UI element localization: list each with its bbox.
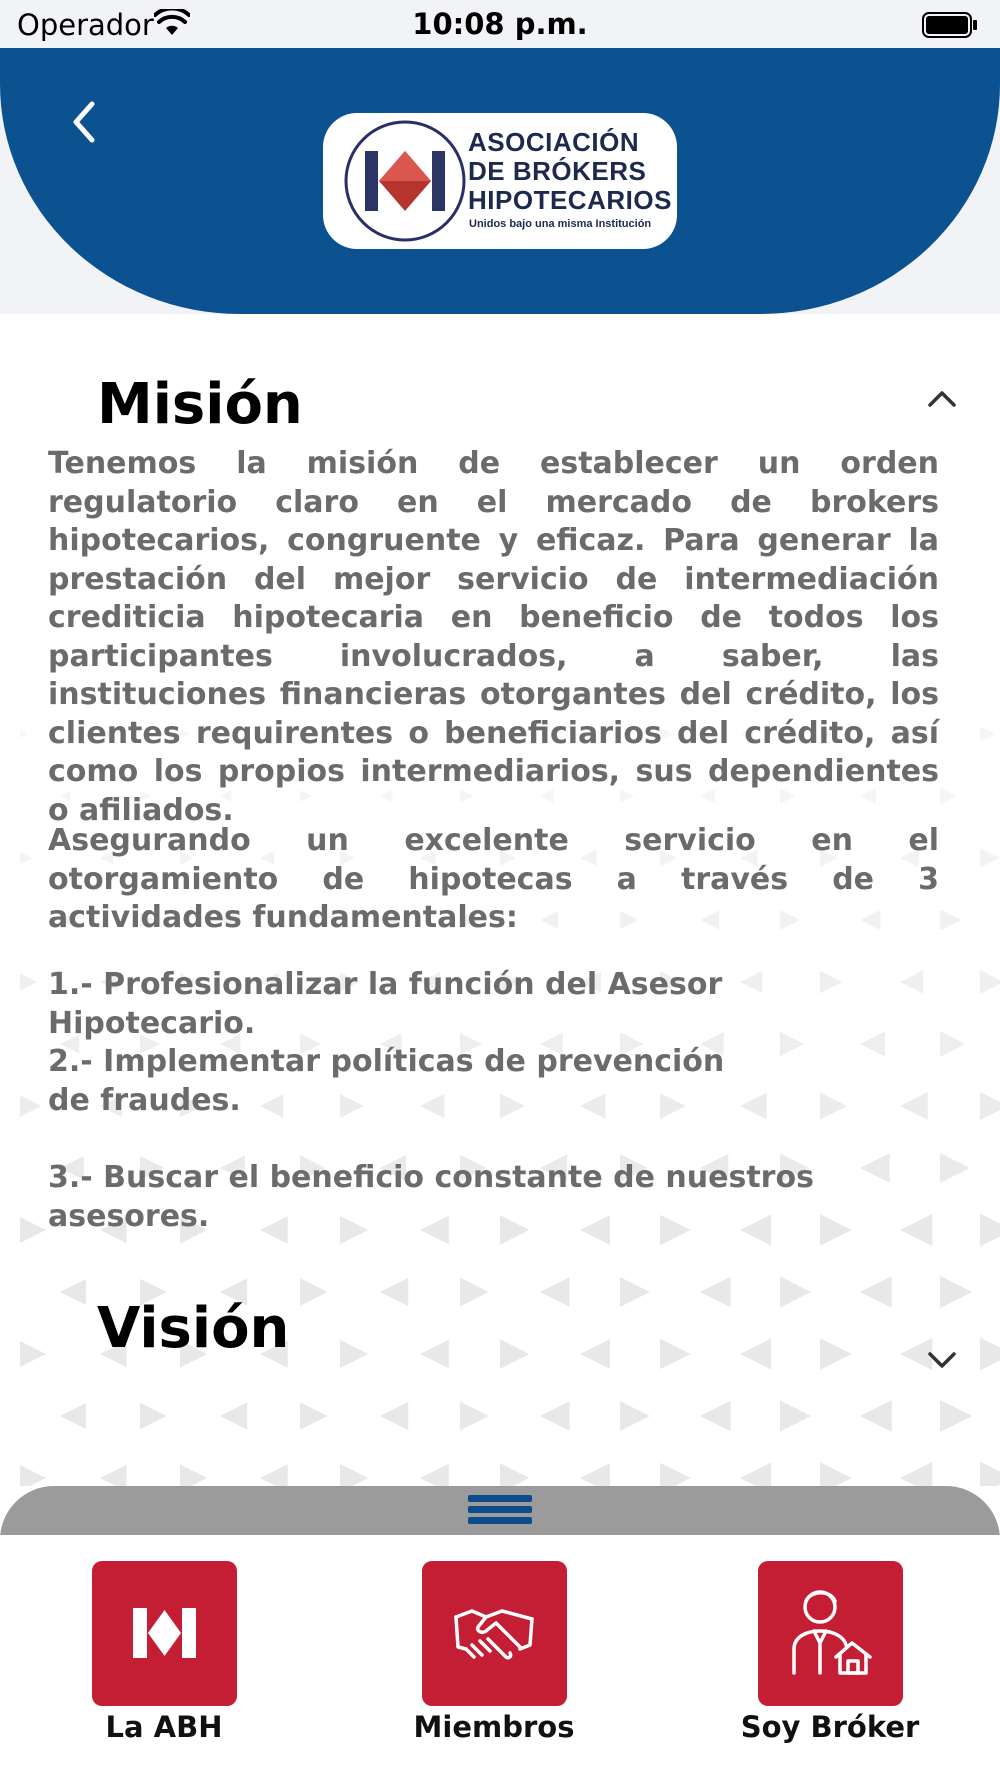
abh-logo-icon <box>92 1561 237 1706</box>
pattern-triangle <box>460 1402 489 1431</box>
chevron-up-icon[interactable] <box>924 387 960 411</box>
content-scroll-area[interactable] <box>0 314 1000 1486</box>
pattern-triangle <box>20 1217 46 1243</box>
pattern-triangle <box>660 1463 691 1486</box>
mision-item-2: 2.- Implementar políticas de prevención de fraudes. <box>48 1044 725 1118</box>
pattern-triangle <box>820 1092 847 1119</box>
pattern-triangle <box>980 970 1000 994</box>
battery-icon <box>922 12 978 38</box>
pattern-triangle <box>820 1462 852 1486</box>
mision-paragraph-1: Tenemos la misión de establecer un orden regulatorio claro en el mercado de brokers hipotecarios, congruente y eficaz. Para generar la prestación del mejor servicio de intermediación crediticia hipotecaria en beneficio de todos los participantes involucrados, a saber, las instituciones financieras otorgantes del crédito, los clientes requirentes o beneficiarios del crédito, así como los propios intermediarios, sus dependientes o afiliados. <box>48 446 939 828</box>
pattern-triangle <box>980 848 999 867</box>
pattern-triangle <box>580 1339 610 1369</box>
pattern-triangle <box>980 727 995 742</box>
pattern-triangle <box>940 1276 972 1308</box>
pattern-triangle <box>380 1278 408 1306</box>
abh-emblem-icon <box>343 119 467 243</box>
status-bar <box>0 0 1000 48</box>
nav-tile-soy-broker[interactable] <box>758 1561 903 1706</box>
pattern-triangle <box>20 852 33 865</box>
nav-tile-la-abh[interactable] <box>92 1561 237 1706</box>
pattern-triangle <box>20 1095 42 1117</box>
pattern-triangle <box>620 1277 650 1307</box>
pattern-triangle <box>940 1400 972 1432</box>
nav-item-miembros[interactable] <box>394 1561 594 1744</box>
pattern-triangle <box>220 1402 247 1429</box>
pattern-triangle <box>420 1464 449 1486</box>
mision-item-3: 3.- Buscar el beneficio constante de nuestros asesores. <box>48 1160 814 1234</box>
back-arrow-icon[interactable] <box>64 94 104 150</box>
pattern-triangle <box>540 1277 569 1306</box>
chevron-down-icon[interactable] <box>924 1348 960 1372</box>
pattern-triangle <box>700 1277 731 1308</box>
pattern-triangle <box>740 1338 771 1369</box>
clock: 10:08 p.m. <box>412 7 588 41</box>
nav-item-soy-broker[interactable] <box>730 1561 930 1744</box>
logo-tagline: Unidos bajo una misma Institución <box>469 218 652 230</box>
pattern-triangle <box>20 974 37 991</box>
pattern-triangle <box>380 1402 408 1430</box>
pattern-triangle <box>100 1465 127 1486</box>
pattern-triangle <box>460 1278 489 1307</box>
section-title-mision[interactable]: Misión <box>97 372 303 437</box>
pattern-triangle <box>20 730 28 738</box>
pattern-triangle <box>980 1092 1000 1120</box>
pattern-triangle <box>580 1463 610 1486</box>
mision-paragraph-2: Asegurando un excelente servicio en el otorgamiento de hipotecas a través de 3 actividades fundamentales: <box>48 823 939 935</box>
mision-item-1: 1.- Profesionalizar la función del Asesor Hipotecario. <box>48 967 723 1041</box>
pattern-triangle <box>940 788 957 805</box>
pattern-triangle <box>660 1339 691 1370</box>
nav-label-miembros: Miembros <box>413 1710 575 1744</box>
nav-tile-miembros[interactable] <box>422 1561 567 1706</box>
pattern-triangle <box>180 1464 207 1486</box>
bottom-navigation <box>0 1535 1000 1778</box>
pattern-triangle <box>860 1400 892 1432</box>
pattern-triangle <box>20 1465 46 1486</box>
carrier-label: Operador <box>17 8 154 42</box>
pattern-triangle <box>940 909 961 930</box>
handshake-icon <box>422 1561 567 1706</box>
nav-label-la-abh: La ABH <box>105 1710 223 1744</box>
pattern-triangle <box>980 1462 1000 1486</box>
pattern-triangle <box>860 1276 892 1308</box>
pattern-triangle <box>420 1340 449 1369</box>
pattern-triangle <box>340 1464 368 1486</box>
pattern-triangle <box>900 1214 932 1246</box>
pattern-triangle <box>140 1403 167 1430</box>
pattern-triangle <box>500 1339 529 1368</box>
nav-item-la-abh[interactable] <box>64 1561 264 1744</box>
pattern-triangle <box>620 1401 650 1431</box>
pattern-triangle <box>500 1463 529 1486</box>
logo-line-2: DE BRÓKERS <box>468 156 647 186</box>
pattern-triangle <box>300 1278 328 1306</box>
menu-handle-icon[interactable] <box>468 1495 532 1528</box>
pattern-triangle <box>740 1462 771 1486</box>
pattern-triangle <box>820 1338 852 1370</box>
pattern-triangle <box>980 1214 1000 1247</box>
pattern-triangle <box>260 1464 288 1486</box>
logo-line-3: HIPOTECARIOS <box>468 185 672 215</box>
pattern-triangle <box>20 1341 46 1367</box>
pattern-triangle <box>940 1031 966 1057</box>
pattern-triangle <box>940 1153 970 1183</box>
pattern-triangle <box>900 1092 928 1120</box>
pattern-triangle <box>540 1401 569 1430</box>
pattern-triangle <box>780 1400 811 1431</box>
pattern-triangle <box>300 1402 328 1430</box>
pattern-triangle <box>60 1279 86 1305</box>
nav-label-soy-broker: Soy Bróker <box>740 1710 920 1744</box>
section-title-vision[interactable]: Visión <box>97 1296 290 1361</box>
logo-line-1: ASOCIACIÓN <box>468 127 640 157</box>
pattern-triangle <box>700 1401 731 1432</box>
pattern-triangle <box>900 1462 932 1486</box>
broker-house-icon <box>758 1561 903 1706</box>
header <box>0 48 1000 314</box>
pattern-triangle <box>780 1276 811 1307</box>
abh-logo <box>323 113 677 249</box>
pattern-triangle <box>60 1403 86 1429</box>
pattern-triangle <box>340 1340 368 1368</box>
pattern-triangle <box>980 1338 1000 1371</box>
pattern-triangle <box>860 1153 889 1182</box>
